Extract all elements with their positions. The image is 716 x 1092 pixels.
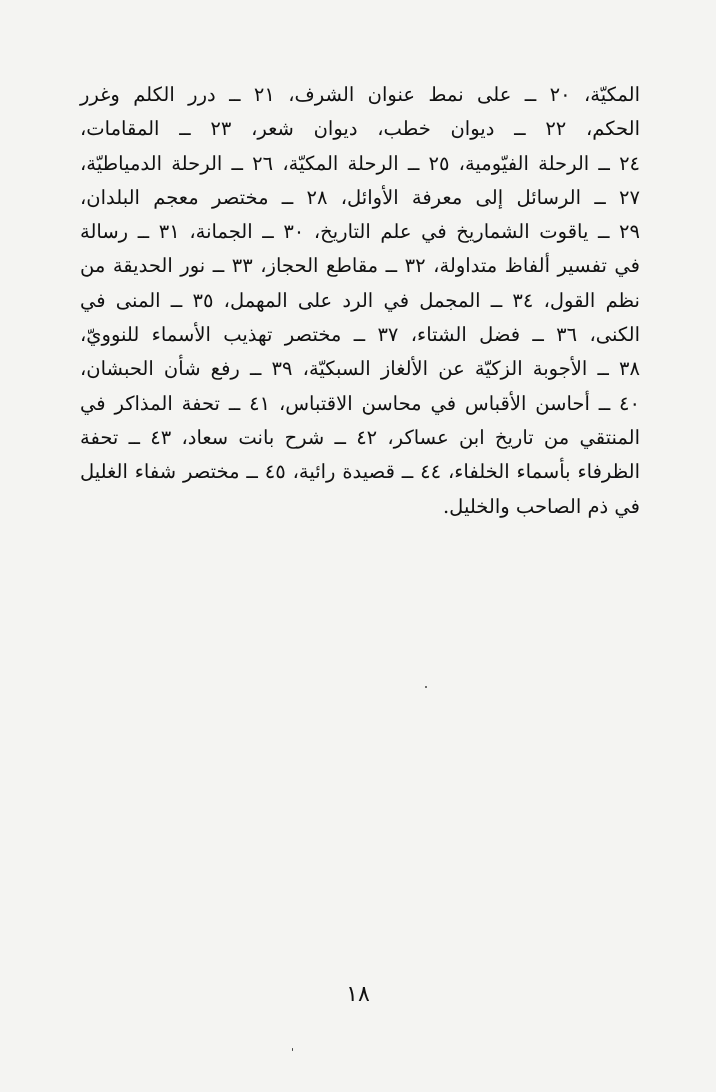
text-line: في تفسير ألفاظ متداولة، ٣٢ ــ مقاطع الحجاز، ٣٣ ــ نور الحديقة من bbox=[80, 254, 640, 278]
text-line: الكنى، ٣٦ ــ فضل الشتاء، ٣٧ ــ مختصر تهذيب الأسماء للنوويّ، bbox=[80, 323, 641, 347]
text-line: ٣٨ ــ الأجوبة الزكيّة عن الألغاز السبكيّة، ٣٩ ــ رفع شأن الحبشان، bbox=[80, 357, 640, 381]
scan-speck bbox=[292, 1048, 293, 1051]
text-line: الحكم، ٢٢ ــ ديوان خطب، ديوان شعر، ٢٣ ــ المقامات، bbox=[80, 117, 640, 141]
text-line: ٤٠ ــ أحاسن الأقباس في محاسن الاقتباس، ٤١ ــ تحفة المذاكر في bbox=[80, 391, 640, 415]
text-line: ٢٩ ــ ياقوت الشماريخ في علم التاريخ، ٣٠ ــ الجمانة، ٣١ ــ رسالة bbox=[80, 220, 640, 244]
text-line: المكيّة، ٢٠ ــ على نمط عنوان الشرف، ٢١ ــ درر الكلم وغرر bbox=[80, 83, 640, 106]
text-line: المنتقي من تاريخ ابن عساكر، ٤٢ ــ شرح بانت سعاد، ٤٣ ــ تحفة bbox=[80, 425, 640, 449]
page-number: ١٨ bbox=[346, 982, 370, 1007]
text-line-last: في ذم الصاحب والخليل. bbox=[442, 494, 640, 518]
text-line: ٢٤ ــ الرحلة الفيّومية، ٢٥ ــ الرحلة المكيّة، ٢٦ ــ الرحلة الدمياطيّة، bbox=[80, 151, 641, 175]
text-line: الظرفاء بأسماء الخلفاء، ٤٤ ــ قصيدة رائية، ٤٥ ــ مختصر شفاء الغليل bbox=[80, 460, 641, 484]
text-line: نظم القول، ٣٤ ــ المجمل في الرد على المهمل، ٣٥ ــ المنى في bbox=[80, 288, 640, 312]
scan-speck bbox=[425, 686, 427, 688]
body-text bbox=[80, 78, 640, 524]
text-line: ٢٧ ــ الرسائل إلى معرفة الأوائل، ٢٨ ــ مختصر معجم البلدان، bbox=[80, 185, 640, 209]
